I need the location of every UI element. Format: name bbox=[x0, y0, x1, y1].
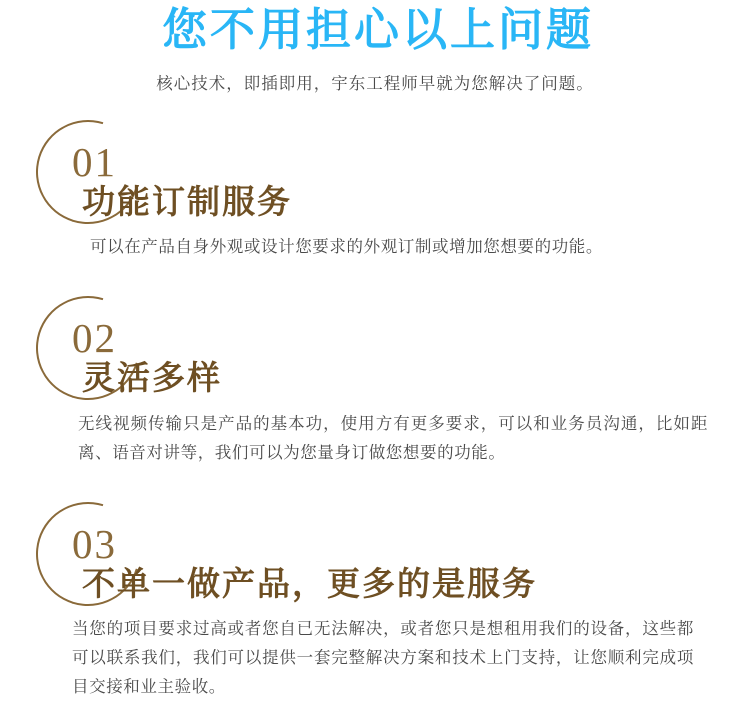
feature-title-3: 不单一做产品，更多的是服务 bbox=[82, 564, 537, 602]
feature-number-label: 02 bbox=[72, 315, 117, 362]
feature-title-2: 灵活多样 bbox=[82, 359, 222, 397]
page-title: 您不用担心以上问题 bbox=[161, 4, 594, 55]
feature-number-label: 03 bbox=[72, 520, 117, 567]
feature-title-1: 功能订制服务 bbox=[82, 182, 292, 220]
feature-list bbox=[0, 120, 750, 702]
feature-item-1 bbox=[0, 120, 750, 262]
feature-item-2 bbox=[0, 296, 750, 467]
feature-number-3 bbox=[36, 502, 750, 567]
feature-number-label: 01 bbox=[72, 138, 117, 185]
feature-item-3 bbox=[0, 502, 750, 702]
page-header bbox=[0, 0, 750, 94]
feature-body-1: 可以在产品自身外观或设计您要求的外观订制或增加您想要的功能。 bbox=[90, 238, 603, 257]
feature-number-2 bbox=[36, 296, 750, 362]
feature-number-1 bbox=[36, 120, 750, 185]
feature-body-2: 无线视频传输只是产品的基本功，使用方有更多要求，可以和业务员沟通，比如距离、语音对讲等，我们可以为您量身订做您想要的功能。 bbox=[78, 414, 708, 462]
feature-body-3: 当您的项目要求过高或者您自已无法解决，或者您只是想租用我们的设备，这些都可以联系我们，我们可以提供一套完整解决方案和技术上门支持，让您顺利完成项目交接和业主验收。 bbox=[72, 620, 694, 696]
page-subtitle: 核心技术，即插即用，宇东工程师早就为您解决了问题。 bbox=[156, 74, 594, 93]
